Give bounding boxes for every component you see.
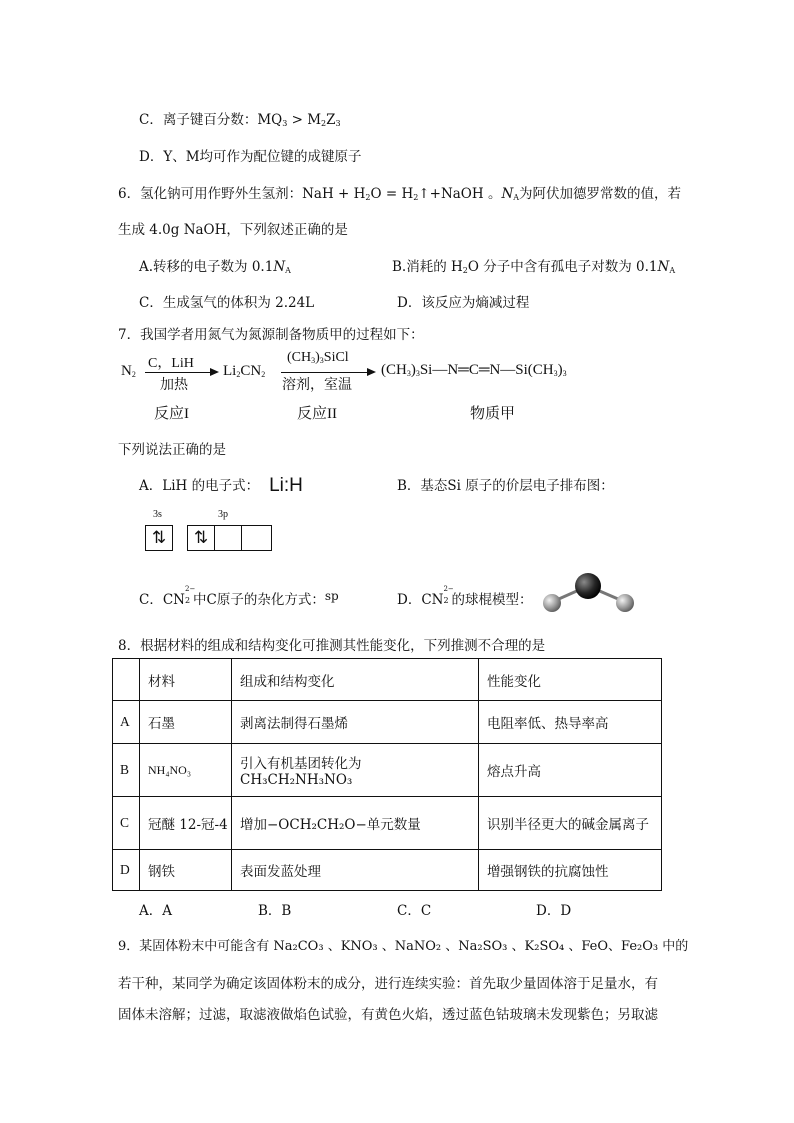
cell-effect: 熔点升高 [479,744,662,797]
condition-1-bottom: 加热 [160,378,188,393]
orbital-3p-box-3 [241,525,272,551]
cn2-ball-stick-model [538,570,642,616]
q8-choice-b: B．B [258,903,292,919]
table-row [113,797,662,850]
cell-material: 钢铁 [140,850,232,891]
table-header-cell: 材料 [140,659,232,701]
n-atom-left [543,594,561,612]
label-reaction-2: 反应II [297,406,337,422]
orbital-3s-label: 3s [153,509,162,520]
table-row [113,850,662,891]
q8-table [112,658,662,891]
q6-option-a: A.转移的电子数为 0.1NA [139,259,291,275]
row-label: B [113,744,140,797]
q7-option-c: C．CN 2− 2 中C原子的杂化方式：sp [139,585,339,608]
n-atom-right [616,594,634,612]
table-header-cell [113,659,140,701]
label-product: 物质甲 [470,406,516,422]
q8-choice-c: C．C [397,903,432,919]
q5-option-c: C．离子键百分数：MQ3 > M2Z3 [139,112,341,128]
c-atom-center [575,573,601,599]
table-header-row [113,659,662,701]
orbital-3p-box-2 [214,525,242,551]
q7-stem: 7．我国学者用氮气为氮源制备物质甲的过程如下： [118,327,424,343]
cell-change: 剥离法制得石墨烯 [232,701,479,744]
table-header-cell: 组成和结构变化 [232,659,479,701]
cell-material: NH₄NO₃ [140,744,232,797]
q8-choice-a: A．A [139,903,172,919]
lih-electron-formula: Li:H [269,475,303,496]
table-row [113,744,662,797]
cell-material: 石墨 [140,701,232,744]
q5-option-d: D．Y、M均可作为配位键的成键原子 [139,149,362,165]
cell-change: 表面发蓝处理 [232,850,479,891]
q6-option-c: C．生成氢气的体积为 2.24L [139,295,315,311]
q7-option-d: D．CN 2− 2 的球棍模型： [397,585,533,608]
condition-1-top: C，LiH [148,356,194,371]
q6-stem-line2: 生成 4.0g NaOH，下列叙述正确的是 [118,222,348,238]
orbital-3p-box-1: ⇅ [187,525,215,551]
intermediate-li2cn2: Li2CN2 [223,363,266,379]
row-label: D [113,850,140,891]
q6-stem-line1: 6．氢化钠可用作野外生氢剂：NaH + H2O = H2↑+NaOH 。NA为阿伏加德罗常数的值，若 [118,186,682,202]
cell-effect: 识别半径更大的碱金属离子 [479,797,662,850]
table-row [113,701,662,744]
reactant-n2: N2 [121,363,136,379]
q8-stem: 8．根据材料的组成和结构变化可推测其性能变化，下列推测不合理的是 [118,638,546,654]
arrow-1 [145,372,217,373]
q9-stem-line3: 固体未溶解；过滤，取滤液做焰色试验，有黄色火焰，透过蓝色钴玻璃未发现紫色；另取滤 [118,1007,658,1023]
condition-2-bottom: 溶剂，室温 [282,378,352,393]
arrow-2 [281,372,374,373]
row-label: C [113,797,140,850]
q7-option-b: B．基态Si 原子的价层电子排布图： [397,478,614,494]
orbital-3p-label: 3p [218,509,228,520]
cell-change: 引入有机基团转化为 CH₃CH₂NH₃NO₃ [232,744,479,797]
orbital-3s-box: ⇅ [145,525,173,551]
condition-2-top: (CH3)3SiCl [287,350,349,365]
q9-stem-line1: 9．某固体粉末中可能含有 Na₂CO₃ 、KNO₃ 、NaNO₂ 、Na₂SO₃ 、K₂SO₄ 、FeO、Fe₂O₃ 中的 [118,939,689,954]
q9-stem-line2: 若干种，某同学为确定该固体粉末的成分，进行连续实验：首先取少量固体溶于足量水，有 [118,976,658,992]
cell-material: 冠醚 12-冠-4 [140,797,232,850]
cell-effect: 电阻率低、热导率高 [479,701,662,744]
label-reaction-1: 反应I [154,406,189,422]
row-label: A [113,701,140,744]
q6-option-d: D．该反应为熵减过程 [397,295,530,311]
product-jia: (CH3)3Si—N═C═N—Si(CH3)3 [381,362,567,378]
cell-effect: 增强钢铁的抗腐蚀性 [479,850,662,891]
q8-choice-d: D．D [536,903,572,919]
q7-option-a: A．LiH 的电子式： Li:H [139,475,303,496]
cell-change: 增加−OCH₂CH₂O−单元数量 [232,797,479,850]
q6-option-b: B.消耗的 H2O 分子中含有孤电子对数为 0.1NA [392,259,676,275]
table-header-cell: 性能变化 [479,659,662,701]
q7-ask: 下列说法正确的是 [118,442,226,458]
